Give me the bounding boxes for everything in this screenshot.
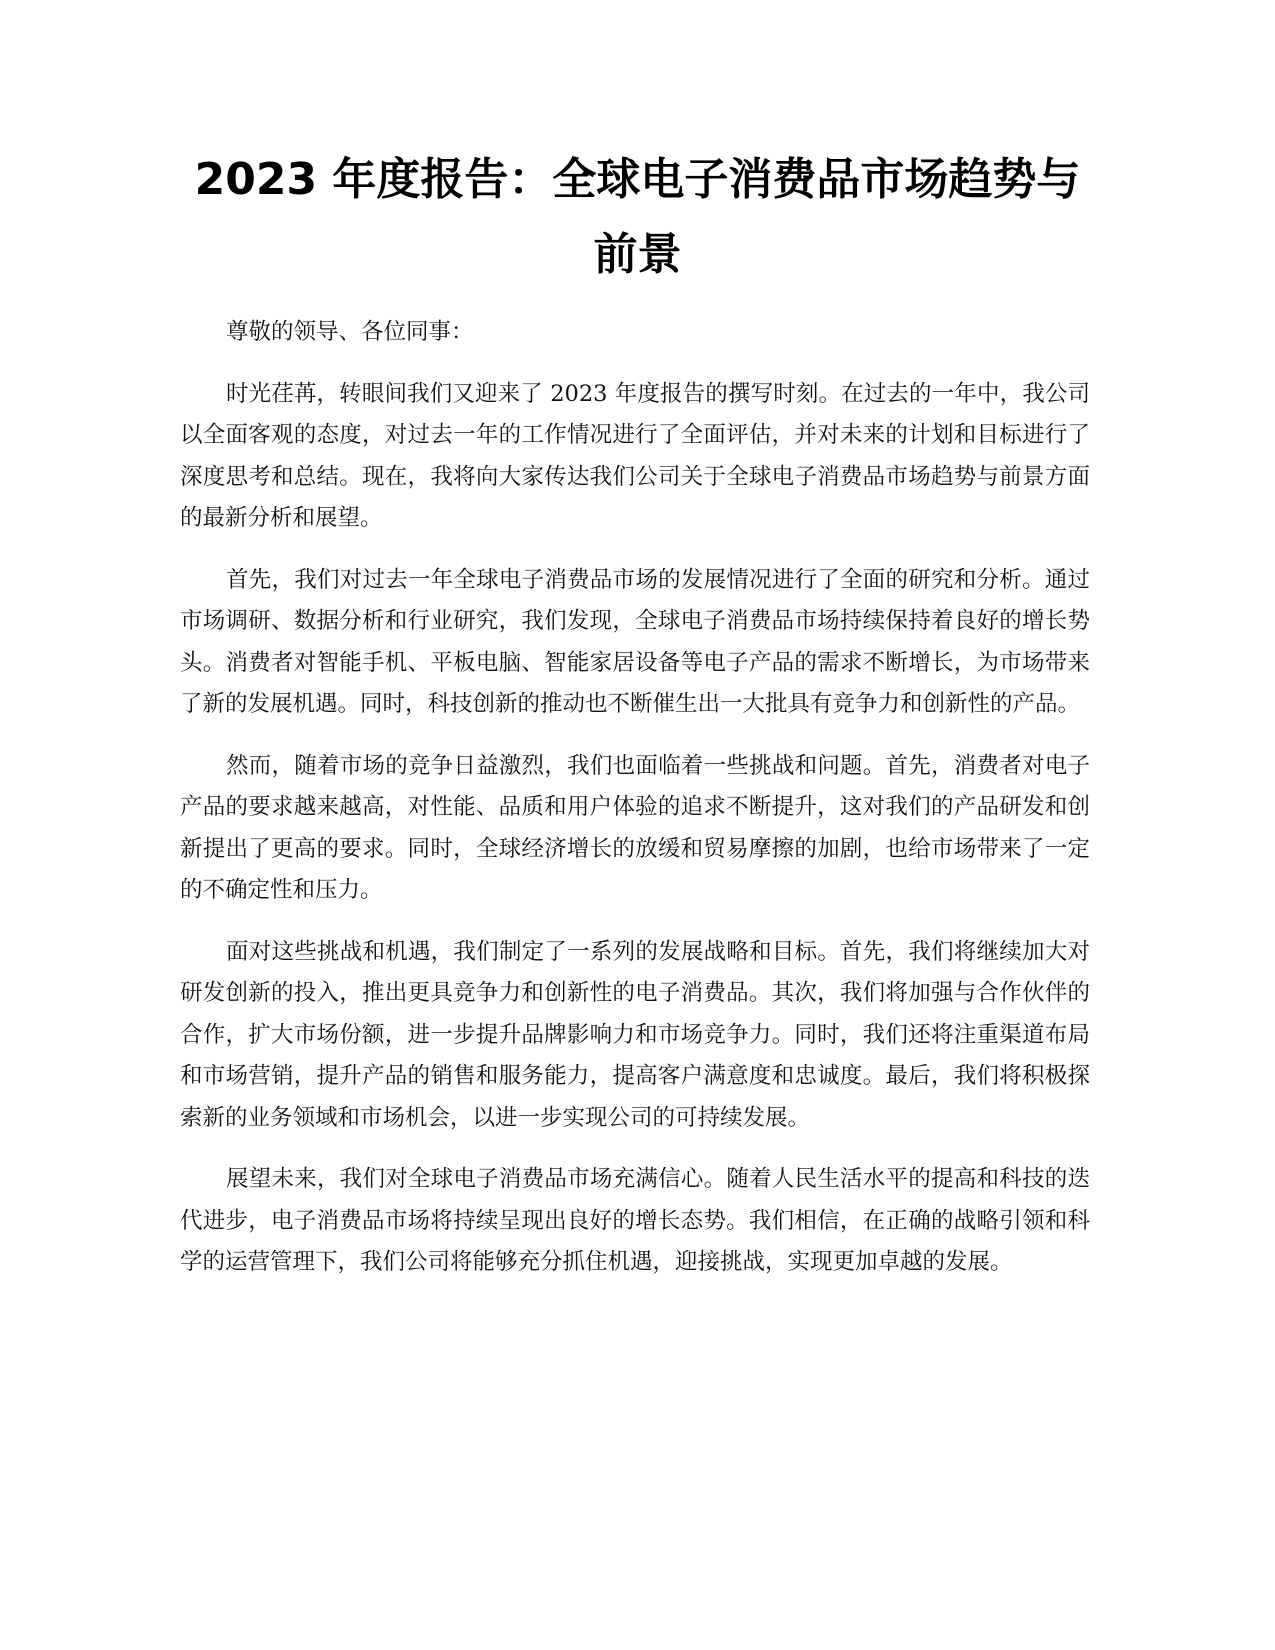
paragraph-strategy: 面对这些挑战和机遇，我们制定了一系列的发展战略和目标。首先，我们将继续加大对研发创新的投入，推出更具竞争力和创新性的电子消费品。其次，我们将加强与合作伙伴的合作，扩大市场份额，进一步提升品牌影响力和市场竞争力。同时，我们还将注重渠道布局和市场营销，提升产品的销售和服务能力，提高客户满意度和忠诚度。最后，我们将积极探索新的业务领域和市场机会，以进一步实现公司的可持续发展。 bbox=[180, 938, 1090, 1131]
paragraph-intro: 时光荏苒，转眼间我们又迎来了 2023 年度报告的撰写时刻。在过去的一年中，我公司以全面客观的态度，对过去一年的工作情况进行了全面评估，并对未来的计划和目标进行了深度思考和总结。现在，我将向大家传达我们公司关于全球电子消费品市场趋势与前景方面的最新分析和展望。 bbox=[180, 380, 1090, 531]
document-body bbox=[180, 312, 1090, 1304]
salutation: 尊敬的领导、各位同事： bbox=[226, 319, 474, 345]
paragraph-outlook: 展望未来，我们对全球电子消费品市场充满信心。随着人民生活水平的提高和科技的迭代进步，电子消费品市场将持续呈现出良好的增长态势。我们相信，在正确的战略引领和科学的运营管理下，我们公司将能够充分抓住机遇，迎接挑战，实现更加卓越的发展。 bbox=[180, 1166, 1090, 1275]
paragraph-challenges: 然而，随着市场的竞争日益激烈，我们也面临着一些挑战和问题。首先，消费者对电子产品的要求越来越高，对性能、品质和用户体验的追求不断提升，这对我们的产品研发和创新提出了更高的要求。同时，全球经济增长的放缓和贸易摩擦的加剧，也给市场带来了一定的不确定性和压力。 bbox=[180, 752, 1090, 903]
document-title: 2023 年度报告：全球电子消费品市场趋势与前景 bbox=[194, 154, 1081, 280]
paragraph-market-analysis: 首先，我们对过去一年全球电子消费品市场的发展情况进行了全面的研究和分析。通过市场调研、数据分析和行业研究，我们发现，全球电子消费品市场持续保持着良好的增长势头。消费者对智能手机、平板电脑、智能家居设备等电子产品的需求不断增长，为市场带来了新的发展机遇。同时，科技创新的推动也不断催生出一大批具有竞争力和创新性的产品。 bbox=[180, 566, 1090, 717]
